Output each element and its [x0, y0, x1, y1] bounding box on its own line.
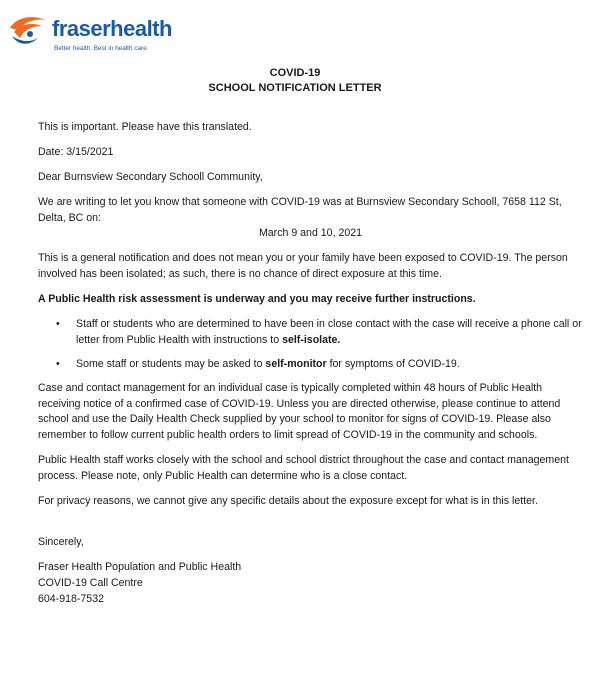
- fraser-health-swoosh-icon: [8, 14, 52, 50]
- fraser-health-logo: [8, 14, 208, 60]
- intro-paragraph: We are writing to let you know that someone with COVID-19 was at Burnsview Secondary Schooll, 7658 112 St, Delta, BC on:: [38, 195, 562, 224]
- bullet-emphasis: self-isolate: [282, 333, 338, 346]
- signature-org: Fraser Health Population and Public Health: [38, 560, 242, 573]
- spacer: [38, 519, 583, 535]
- list-item: [38, 317, 583, 349]
- exposure-dates: March 9 and 10, 2021: [258, 227, 363, 240]
- signature-phone: 604-918-7532: [38, 592, 104, 605]
- bullet-suffix: .: [337, 333, 341, 346]
- closing: Sincerely,: [38, 535, 84, 548]
- signature-block: [38, 560, 583, 608]
- salutation: Dear Burnsview Secondary Schooll Community,: [38, 170, 263, 183]
- translate-note: This is important. Please have this translated.: [38, 121, 252, 133]
- bullet-emphasis: self-monitor: [265, 357, 327, 370]
- letter-body: [38, 120, 583, 607]
- general-notice: This is a general notification and does not mean you or your family have been exposed to COVID-19. The person involved has been isolated; as such, there is no chance of direct exposure at this time.: [38, 252, 568, 281]
- list-item: [38, 357, 583, 373]
- bullet-marker: •: [56, 318, 60, 331]
- bullet-text: Staff or students who are determined to have been in close contact with the case will receive a phone call or letter from Public Health with instructions to: [76, 318, 582, 346]
- collaboration-paragraph: Public Health staff works closely with the school and school district throughout the case and contact management process. Please note, only Public Health can determine who is a close contact.: [38, 454, 569, 483]
- privacy-paragraph: For privacy reasons, we cannot give any specific details about the exposure except for what is in this letter.: [38, 495, 538, 508]
- brand-name: fraserhealth: [52, 16, 172, 41]
- bullet-text: Some staff or students may be asked to: [76, 357, 266, 370]
- bullet-suffix: for symptoms of COVID-19.: [326, 357, 460, 370]
- bullet-marker: •: [56, 357, 60, 370]
- signature-centre: COVID-19 Call Centre: [38, 576, 143, 589]
- letter-subtitle: SCHOOL NOTIFICATION LETTER: [208, 82, 382, 94]
- case-management-paragraph: Case and contact management for an individual case is typically completed within 48 hours of Public Health receiving notice of a confirmed case of COVID-19. Unless you are directed otherwise, please continue to attend school and use the Daily Health Check supplied by your school to monitor for signs of COVID-19. Please also remember to follow current public health orders to limit spread of COVID-19 in the community and schools.: [38, 381, 561, 442]
- brand-tagline: Better health. Best in health care.: [54, 45, 149, 52]
- letter-title: COVID-19: [269, 67, 321, 79]
- assessment-notice: A Public Health risk assessment is underway and you may receive further instructions.: [38, 293, 476, 306]
- letter-date: Date: 3/15/2021: [38, 145, 114, 158]
- instruction-list: [38, 317, 583, 373]
